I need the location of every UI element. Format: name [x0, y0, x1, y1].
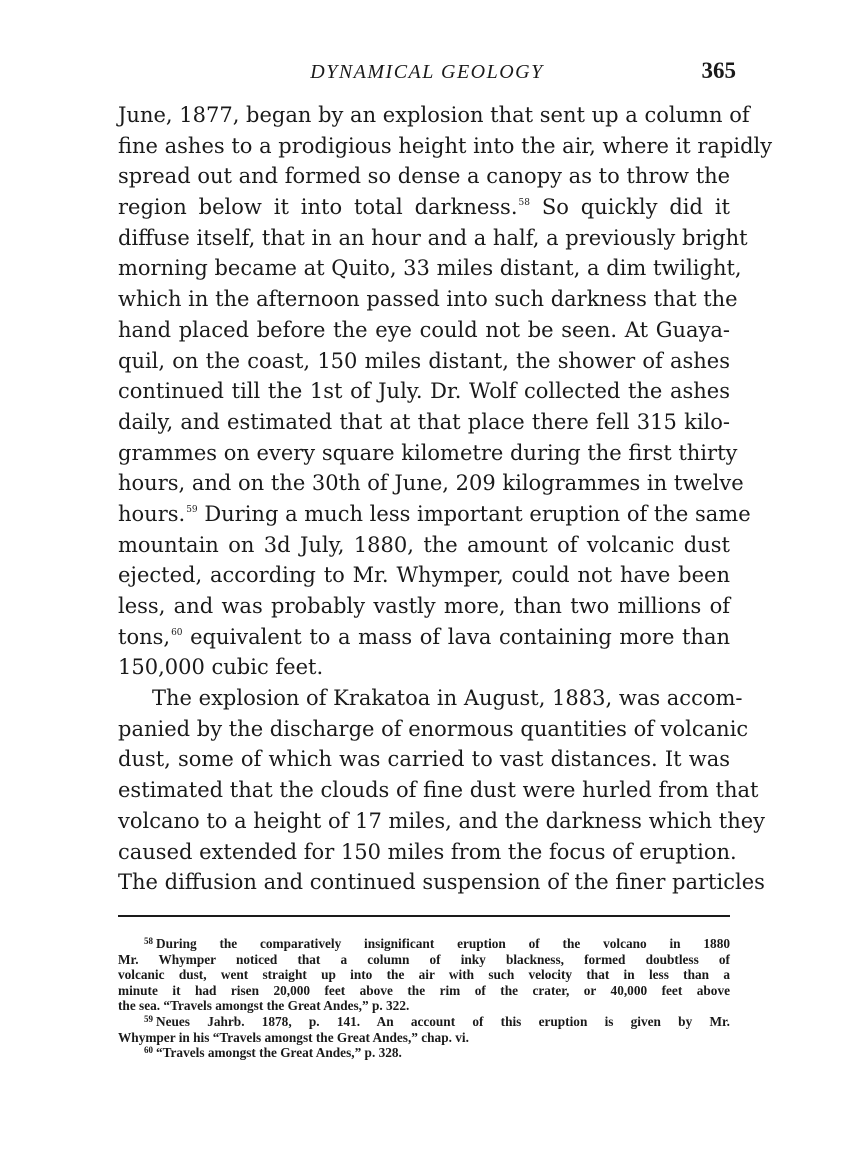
footnote-mark: 60	[144, 1045, 153, 1056]
text-line: grammes on every square kilometre during the first thirty	[118, 440, 738, 465]
text-line: mountain on 3d July, 1880, the amount of volcanic dust	[118, 532, 730, 557]
footnote-line: minute it had risen 20,000 feet above the rim of the crater, or 40,000 feet above	[118, 982, 730, 998]
text-line: which in the afternoon passed into such darkness that the	[118, 287, 738, 312]
text-segment: During a much less important eruption of the same	[197, 501, 751, 526]
text-segment: equivalent to a mass of lava containing more than	[182, 624, 730, 649]
text-line: The explosion of Krakatoa in August, 1883, was accom-	[152, 686, 743, 711]
text-line: June, 1877, began by an explosion that sent up a column of	[118, 103, 750, 127]
text-line: ejected, according to Mr. Whymper, could not have been	[118, 563, 730, 588]
page-number: 365	[701, 58, 736, 83]
footnote-mark: 59	[144, 1013, 153, 1024]
footnote-line: Mr. Whymper noticed that a column of inky blackness, formed doubtless of	[118, 951, 730, 967]
text-line: hours, and on the 30th of June, 209 kilogrammes in twelve	[118, 471, 744, 496]
text-line: volcano to a height of 17 miles, and the darkness which they	[118, 808, 766, 833]
text-segment: tons,	[118, 624, 171, 649]
text-line: estimated that the clouds of fine dust were hurled from that	[118, 778, 759, 803]
footnotes	[118, 936, 730, 1061]
text-line: caused extended for 150 miles from the focus of eruption.	[118, 839, 737, 864]
footnote-ref: 59	[186, 504, 198, 515]
footnote-line	[118, 1045, 730, 1061]
text-line: panied by the discharge of enormous quantities of volcanic	[118, 716, 749, 741]
text-line	[118, 622, 730, 653]
text-line: 150,000 cubic feet.	[118, 655, 324, 680]
text-segment: So quickly did it	[529, 195, 730, 220]
footnote-divider	[118, 915, 730, 917]
text-line: morning became at Quito, 33 miles distant, a dim twilight,	[118, 256, 742, 281]
text-segment: hours.	[118, 501, 186, 526]
text-line	[118, 499, 751, 530]
text-line: quil, on the coast, 150 miles distant, the shower of ashes	[118, 348, 730, 373]
text-line: spread out and formed so dense a canopy as to throw the	[118, 164, 731, 189]
footnote-ref: 58	[518, 198, 530, 209]
footnote-line: volcanic dust, went straight up into the air with such velocity that in less than a	[118, 967, 730, 983]
text-line: continued till the 1st of July. Dr. Wolf collected the ashes	[118, 379, 730, 404]
footnote-text: “Travels amongst the Great Andes,” p. 328.	[156, 1045, 402, 1061]
text-line: less, and was probably vastly more, than two millions of	[118, 594, 730, 618]
text-line: The diffusion and continued suspension of the finer particles	[118, 870, 765, 895]
footnote-text: During the comparatively insignificant eruption of the volcano in 1880	[156, 936, 730, 951]
footnote-mark: 58	[144, 936, 153, 946]
text-line: daily, and estimated that at that place there fell 315 kilo-	[118, 409, 730, 434]
footnote-line	[118, 1014, 730, 1030]
text-line: fine ashes to a prodigious height into the air, where it rapidly	[118, 133, 773, 158]
footnote-line	[118, 936, 730, 952]
text-segment: region below it into total darkness.	[118, 195, 518, 220]
footnote-ref: 60	[171, 627, 183, 638]
text-line: hand placed before the eye could not be seen. At Guaya-	[118, 317, 730, 342]
running-title: DYNAMICAL GEOLOGY	[310, 61, 544, 83]
running-head	[118, 58, 736, 90]
footnote-text: Neues Jahrb. 1878, p. 141. An account of this eruption is given by Mr.	[156, 1013, 730, 1029]
body-text	[118, 100, 773, 898]
text-line: diffuse itself, that in an hour and a half, a previously bright	[118, 225, 748, 250]
text-line: dust, some of which was carried to vast distances. It was	[118, 747, 730, 772]
footnote-line: Whymper in his “Travels amongst the Great Andes,” chap. vi.	[118, 1029, 469, 1045]
text-line	[118, 192, 730, 223]
footnote-line: the sea. “Travels amongst the Great Andes,” p. 322.	[118, 998, 410, 1014]
